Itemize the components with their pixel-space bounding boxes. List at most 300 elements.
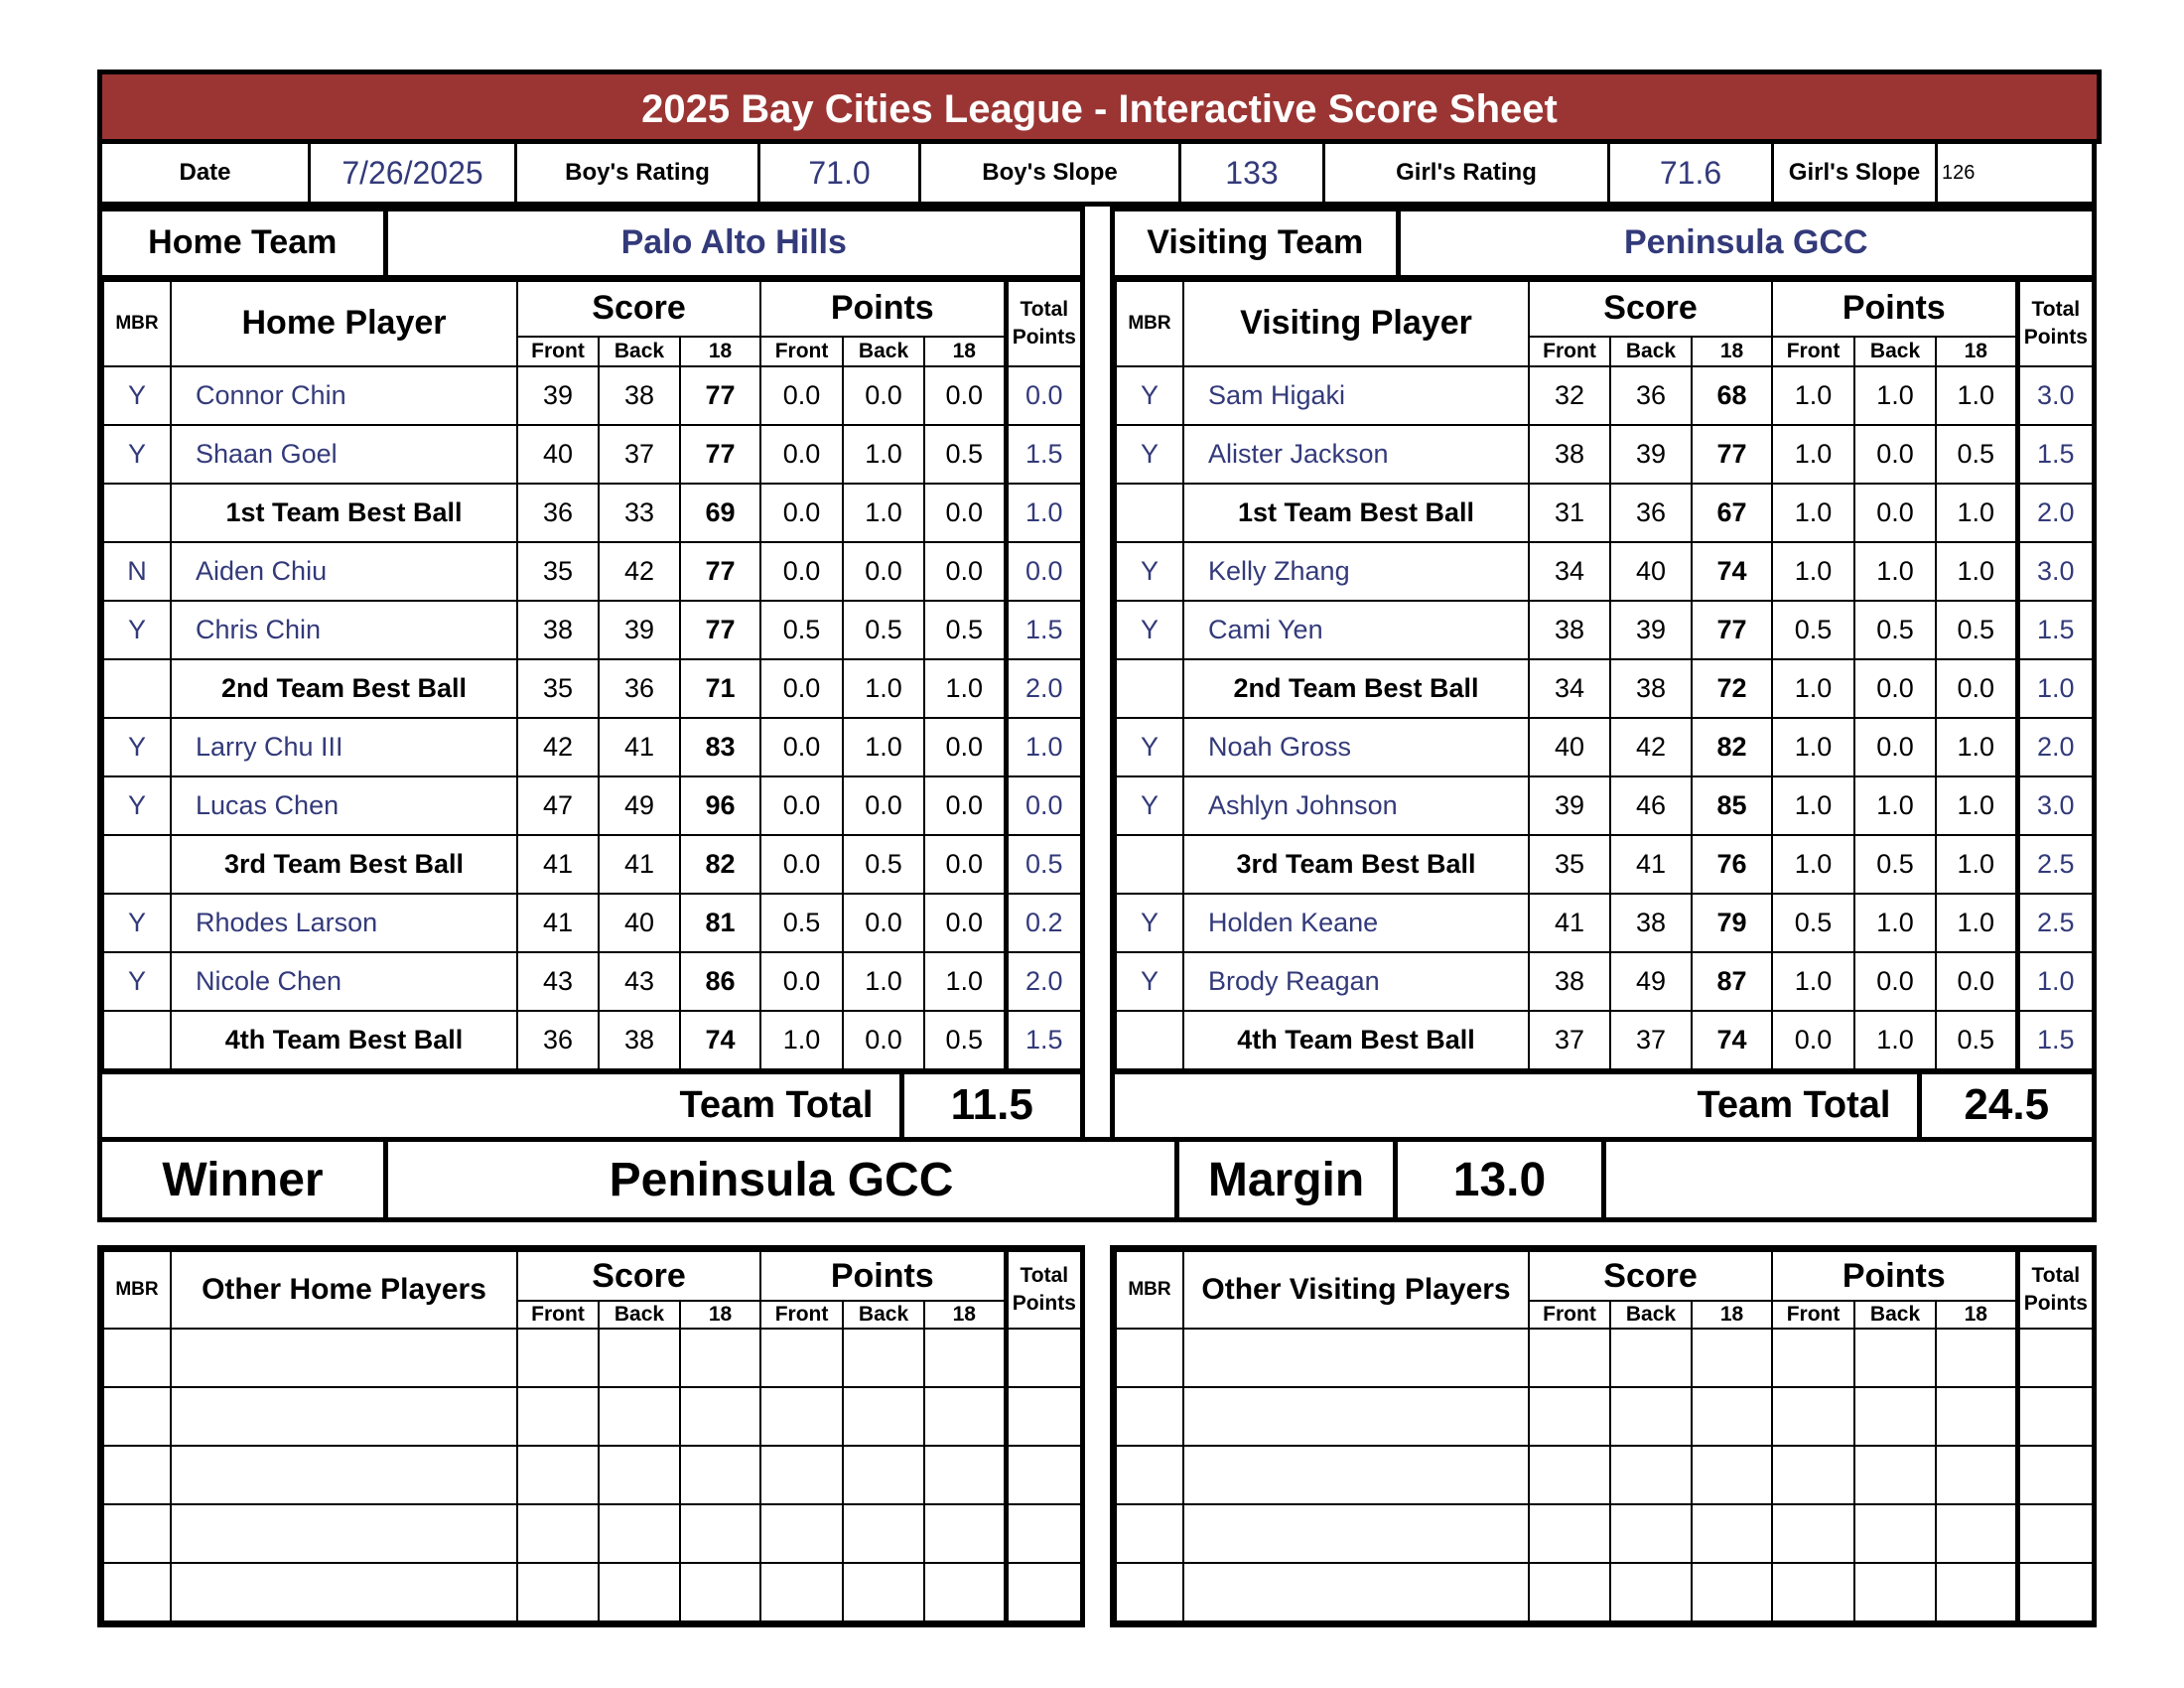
front-score[interactable]: 38 bbox=[1529, 952, 1610, 1011]
front-score[interactable]: 34 bbox=[1529, 542, 1610, 601]
home-team-name[interactable]: Palo Alto Hills bbox=[385, 211, 1080, 277]
front-score[interactable]: 38 bbox=[517, 601, 599, 659]
mbr-cell[interactable]: Y bbox=[1116, 952, 1183, 1011]
back-points: 0.0 bbox=[843, 542, 924, 601]
back-points: 0.0 bbox=[1854, 484, 1936, 542]
player-row bbox=[103, 366, 1081, 425]
player-name[interactable]: Rhodes Larson bbox=[171, 894, 517, 952]
mbr-cell[interactable] bbox=[103, 1011, 171, 1069]
eighteen-points: 0.5 bbox=[1936, 601, 2017, 659]
entry-cell[interactable] bbox=[1183, 1504, 1529, 1563]
entry-cell[interactable] bbox=[1854, 1446, 1936, 1504]
entry-cell[interactable] bbox=[1692, 1446, 1772, 1504]
back-score[interactable]: 46 bbox=[1610, 776, 1692, 835]
boys-rating-field[interactable]: 71.0 bbox=[760, 144, 921, 202]
front-score[interactable]: 32 bbox=[1529, 366, 1610, 425]
back-points: 0.0 bbox=[1854, 659, 1936, 718]
player-name[interactable]: Cami Yen bbox=[1183, 601, 1529, 659]
entry-cell[interactable] bbox=[760, 1329, 843, 1387]
entry-cell[interactable] bbox=[2017, 1387, 2093, 1446]
entry-cell[interactable] bbox=[517, 1504, 599, 1563]
player-row bbox=[1116, 718, 2093, 776]
back-points: 0.5 bbox=[1854, 835, 1936, 894]
entry-cell[interactable] bbox=[1772, 1446, 1854, 1504]
player-row bbox=[1116, 894, 2093, 952]
entry-cell[interactable] bbox=[1610, 1504, 1692, 1563]
front-header: Front bbox=[1772, 1301, 1854, 1329]
points-header: Points bbox=[760, 281, 1006, 337]
player-name[interactable]: Brody Reagan bbox=[1183, 952, 1529, 1011]
best-ball-label: 4th Team Best Ball bbox=[1183, 1011, 1529, 1069]
entry-cell[interactable] bbox=[680, 1446, 760, 1504]
mbr-cell[interactable]: Y bbox=[103, 425, 171, 484]
front-score[interactable]: 40 bbox=[1529, 718, 1610, 776]
back-score[interactable]: 40 bbox=[599, 894, 680, 952]
total-points: 2.0 bbox=[1006, 952, 1081, 1011]
total-score: 77 bbox=[1692, 425, 1772, 484]
back-score[interactable]: 42 bbox=[1610, 718, 1692, 776]
entry-cell[interactable] bbox=[1529, 1387, 1610, 1446]
front-score[interactable]: 31 bbox=[1529, 484, 1610, 542]
front-header: Front bbox=[760, 1301, 843, 1329]
total-points: 1.5 bbox=[2017, 601, 2093, 659]
entry-cell[interactable] bbox=[1936, 1504, 2017, 1563]
entry-cell[interactable] bbox=[1936, 1387, 2017, 1446]
player-row bbox=[1116, 952, 2093, 1011]
mbr-cell[interactable]: Y bbox=[103, 776, 171, 835]
front-points: 0.0 bbox=[760, 776, 843, 835]
total-points: 2.5 bbox=[2017, 835, 2093, 894]
mbr-cell[interactable] bbox=[103, 484, 171, 542]
entry-cell[interactable] bbox=[1692, 1563, 1772, 1621]
back-points: 0.0 bbox=[843, 776, 924, 835]
entry-cell[interactable] bbox=[924, 1446, 1006, 1504]
eighteen-points: 1.0 bbox=[1936, 366, 2017, 425]
visiting-team-name[interactable]: Peninsula GCC bbox=[1398, 211, 2092, 277]
entry-cell[interactable] bbox=[1610, 1563, 1692, 1621]
mbr-cell[interactable]: Y bbox=[1116, 366, 1183, 425]
eighteen-points: 1.0 bbox=[1936, 718, 2017, 776]
other-visiting-row bbox=[1116, 1563, 2093, 1621]
entry-cell[interactable] bbox=[1116, 1329, 1183, 1387]
mbr-cell[interactable]: Y bbox=[1116, 894, 1183, 952]
center-divider bbox=[1085, 207, 1110, 1142]
back-score[interactable]: 41 bbox=[599, 835, 680, 894]
back-points: 1.0 bbox=[843, 425, 924, 484]
back-score[interactable]: 41 bbox=[599, 718, 680, 776]
entry-cell[interactable] bbox=[1854, 1387, 1936, 1446]
eighteen-points: 0.5 bbox=[924, 425, 1006, 484]
front-points: 0.0 bbox=[760, 952, 843, 1011]
back-points: 1.0 bbox=[1854, 542, 1936, 601]
player-name[interactable]: Noah Gross bbox=[1183, 718, 1529, 776]
entry-cell[interactable] bbox=[924, 1563, 1006, 1621]
total-points-header: Total Points bbox=[1006, 281, 1081, 366]
entry-cell[interactable] bbox=[843, 1446, 924, 1504]
entry-cell[interactable] bbox=[171, 1446, 517, 1504]
entry-cell[interactable] bbox=[2017, 1563, 2093, 1621]
back-score[interactable]: 38 bbox=[599, 1011, 680, 1069]
visiting-team-section bbox=[1110, 207, 2097, 1142]
player-name[interactable]: Nicole Chen bbox=[171, 952, 517, 1011]
entry-cell[interactable] bbox=[1854, 1563, 1936, 1621]
front-points: 0.5 bbox=[1772, 601, 1854, 659]
player-name[interactable]: Holden Keane bbox=[1183, 894, 1529, 952]
entry-cell[interactable] bbox=[1006, 1329, 1081, 1387]
entry-cell[interactable] bbox=[843, 1329, 924, 1387]
player-name[interactable]: Ashlyn Johnson bbox=[1183, 776, 1529, 835]
eighteen-points: 0.5 bbox=[924, 601, 1006, 659]
entry-cell[interactable] bbox=[1116, 1504, 1183, 1563]
best-ball-label: 1st Team Best Ball bbox=[1183, 484, 1529, 542]
entry-cell[interactable] bbox=[843, 1563, 924, 1621]
other-visiting-row bbox=[1116, 1504, 2093, 1563]
total-score: 77 bbox=[680, 425, 760, 484]
entry-cell[interactable] bbox=[1936, 1329, 2017, 1387]
eighteen-points: 0.5 bbox=[924, 1011, 1006, 1069]
home-score-table bbox=[102, 280, 1082, 1070]
front-score[interactable]: 37 bbox=[1529, 1011, 1610, 1069]
home-team-label: Home Team bbox=[102, 211, 385, 277]
entry-cell[interactable] bbox=[1006, 1387, 1081, 1446]
total-score: 86 bbox=[680, 952, 760, 1011]
entry-cell[interactable] bbox=[1529, 1504, 1610, 1563]
entry-cell[interactable] bbox=[1183, 1446, 1529, 1504]
eighteen-header: 18 bbox=[1692, 1301, 1772, 1329]
front-score[interactable]: 39 bbox=[517, 366, 599, 425]
entry-cell[interactable] bbox=[760, 1563, 843, 1621]
front-score[interactable]: 43 bbox=[517, 952, 599, 1011]
back-score[interactable]: 43 bbox=[599, 952, 680, 1011]
other-home-players-header: Other Home Players bbox=[171, 1251, 517, 1329]
entry-cell[interactable] bbox=[2017, 1329, 2093, 1387]
mbr-cell[interactable]: Y bbox=[1116, 776, 1183, 835]
front-score[interactable]: 36 bbox=[517, 484, 599, 542]
entry-cell[interactable] bbox=[1936, 1563, 2017, 1621]
front-score[interactable]: 47 bbox=[517, 776, 599, 835]
front-score[interactable]: 35 bbox=[1529, 835, 1610, 894]
back-score[interactable]: 49 bbox=[1610, 952, 1692, 1011]
eighteen-points: 1.0 bbox=[1936, 894, 2017, 952]
boys-slope-field[interactable]: 133 bbox=[1181, 144, 1325, 202]
eighteen-header: 18 bbox=[1936, 337, 2017, 366]
front-points: 1.0 bbox=[1772, 835, 1854, 894]
best-ball-row bbox=[1116, 659, 2093, 718]
total-points: 2.0 bbox=[1006, 659, 1081, 718]
back-score[interactable]: 36 bbox=[1610, 484, 1692, 542]
back-points: 1.0 bbox=[843, 952, 924, 1011]
front-score[interactable]: 34 bbox=[1529, 659, 1610, 718]
mbr-cell[interactable] bbox=[103, 835, 171, 894]
girls-rating-label: Girl's Rating bbox=[1325, 144, 1610, 202]
total-points-header: Total Points bbox=[2017, 1251, 2093, 1329]
mbr-cell[interactable]: Y bbox=[1116, 718, 1183, 776]
visiting-player-header: Visiting Player bbox=[1183, 281, 1529, 366]
back-header: Back bbox=[599, 1301, 680, 1329]
date-field[interactable]: 7/26/2025 bbox=[311, 144, 517, 202]
entry-cell[interactable] bbox=[599, 1446, 680, 1504]
entry-cell[interactable] bbox=[760, 1446, 843, 1504]
entry-cell[interactable] bbox=[924, 1329, 1006, 1387]
entry-cell[interactable] bbox=[1006, 1563, 1081, 1621]
mbr-cell[interactable]: Y bbox=[103, 366, 171, 425]
best-ball-row bbox=[103, 1011, 1081, 1069]
player-name[interactable]: Alister Jackson bbox=[1183, 425, 1529, 484]
player-name[interactable]: Connor Chin bbox=[171, 366, 517, 425]
entry-cell[interactable] bbox=[1529, 1329, 1610, 1387]
entry-cell[interactable] bbox=[599, 1387, 680, 1446]
eighteen-points: 0.0 bbox=[1936, 952, 2017, 1011]
entry-cell[interactable] bbox=[1936, 1446, 2017, 1504]
front-points: 0.0 bbox=[1772, 1011, 1854, 1069]
total-points: 1.5 bbox=[2017, 1011, 2093, 1069]
player-row bbox=[103, 776, 1081, 835]
boys-rating-label: Boy's Rating bbox=[517, 144, 760, 202]
front-points: 0.0 bbox=[760, 484, 843, 542]
mbr-cell[interactable] bbox=[103, 659, 171, 718]
mbr-header: MBR bbox=[103, 281, 171, 366]
entry-cell[interactable] bbox=[1854, 1504, 1936, 1563]
total-points: 1.0 bbox=[1006, 484, 1081, 542]
other-visiting-players-header: Other Visiting Players bbox=[1183, 1251, 1529, 1329]
player-row bbox=[1116, 366, 2093, 425]
home-team-section bbox=[97, 207, 1085, 1142]
back-header: Back bbox=[599, 337, 680, 366]
other-home-row bbox=[103, 1387, 1081, 1446]
back-score[interactable]: 37 bbox=[599, 425, 680, 484]
entry-cell[interactable] bbox=[1529, 1563, 1610, 1621]
entry-cell[interactable] bbox=[680, 1329, 760, 1387]
front-header: Front bbox=[517, 1301, 599, 1329]
entry-cell[interactable] bbox=[1772, 1387, 1854, 1446]
back-score[interactable]: 49 bbox=[599, 776, 680, 835]
mbr-cell[interactable] bbox=[1116, 835, 1183, 894]
entry-cell[interactable] bbox=[1692, 1329, 1772, 1387]
player-name[interactable]: Sam Higaki bbox=[1183, 366, 1529, 425]
front-points: 1.0 bbox=[1772, 366, 1854, 425]
girls-slope-label: Girl's Slope bbox=[1774, 144, 1938, 202]
eighteen-points: 0.0 bbox=[1936, 659, 2017, 718]
entry-cell[interactable] bbox=[1116, 1387, 1183, 1446]
eighteen-header: 18 bbox=[924, 337, 1006, 366]
entry-cell[interactable] bbox=[1116, 1446, 1183, 1504]
back-score[interactable]: 42 bbox=[599, 542, 680, 601]
entry-cell[interactable] bbox=[103, 1387, 171, 1446]
mbr-cell[interactable]: N bbox=[103, 542, 171, 601]
eighteen-points: 0.0 bbox=[924, 835, 1006, 894]
mbr-cell[interactable]: Y bbox=[103, 894, 171, 952]
front-score[interactable]: 42 bbox=[517, 718, 599, 776]
girls-rating-field[interactable]: 71.6 bbox=[1610, 144, 1774, 202]
entry-cell[interactable] bbox=[171, 1329, 517, 1387]
back-points: 0.0 bbox=[1854, 718, 1936, 776]
entry-cell[interactable] bbox=[1772, 1329, 1854, 1387]
front-points: 1.0 bbox=[1772, 776, 1854, 835]
player-row bbox=[103, 718, 1081, 776]
entry-cell[interactable] bbox=[517, 1387, 599, 1446]
entry-cell[interactable] bbox=[680, 1387, 760, 1446]
mbr-cell[interactable]: Y bbox=[103, 952, 171, 1011]
back-points: 1.0 bbox=[1854, 1011, 1936, 1069]
total-points: 0.5 bbox=[1006, 835, 1081, 894]
front-points: 0.5 bbox=[760, 601, 843, 659]
entry-cell[interactable] bbox=[843, 1387, 924, 1446]
entry-cell[interactable] bbox=[924, 1504, 1006, 1563]
girls-slope-field[interactable]: 126 bbox=[1942, 161, 1976, 184]
mbr-cell[interactable]: Y bbox=[103, 718, 171, 776]
back-score[interactable]: 36 bbox=[1610, 366, 1692, 425]
back-score[interactable]: 36 bbox=[599, 659, 680, 718]
total-points: 3.0 bbox=[2017, 776, 2093, 835]
eighteen-points: 1.0 bbox=[1936, 484, 2017, 542]
back-points: 0.5 bbox=[843, 835, 924, 894]
back-score[interactable]: 41 bbox=[1610, 835, 1692, 894]
entry-cell[interactable] bbox=[599, 1329, 680, 1387]
back-score[interactable]: 38 bbox=[1610, 894, 1692, 952]
back-points: 0.0 bbox=[843, 894, 924, 952]
back-score[interactable]: 33 bbox=[599, 484, 680, 542]
back-score[interactable]: 40 bbox=[1610, 542, 1692, 601]
score-header: Score bbox=[1529, 281, 1772, 337]
date-label: Date bbox=[102, 144, 311, 202]
entry-cell[interactable] bbox=[171, 1387, 517, 1446]
mbr-cell[interactable] bbox=[1116, 1011, 1183, 1069]
back-score[interactable]: 39 bbox=[1610, 425, 1692, 484]
entry-cell[interactable] bbox=[103, 1563, 171, 1621]
front-score[interactable]: 41 bbox=[1529, 894, 1610, 952]
player-name[interactable]: Lucas Chen bbox=[171, 776, 517, 835]
entry-cell[interactable] bbox=[517, 1329, 599, 1387]
total-points: 3.0 bbox=[2017, 366, 2093, 425]
mbr-cell[interactable]: Y bbox=[103, 601, 171, 659]
entry-cell[interactable] bbox=[1610, 1329, 1692, 1387]
back-score[interactable]: 38 bbox=[1610, 659, 1692, 718]
entry-cell[interactable] bbox=[1692, 1504, 1772, 1563]
player-name[interactable]: Chris Chin bbox=[171, 601, 517, 659]
eighteen-points: 0.0 bbox=[924, 718, 1006, 776]
total-points: 1.0 bbox=[1006, 718, 1081, 776]
entry-cell[interactable] bbox=[1854, 1329, 1936, 1387]
entry-cell[interactable] bbox=[680, 1563, 760, 1621]
back-score[interactable]: 39 bbox=[599, 601, 680, 659]
entry-cell[interactable] bbox=[599, 1504, 680, 1563]
entry-cell[interactable] bbox=[1692, 1387, 1772, 1446]
mbr-cell[interactable]: Y bbox=[1116, 542, 1183, 601]
front-score[interactable]: 38 bbox=[1529, 425, 1610, 484]
player-row bbox=[1116, 601, 2093, 659]
entry-cell[interactable] bbox=[599, 1563, 680, 1621]
total-score: 81 bbox=[680, 894, 760, 952]
mbr-cell[interactable] bbox=[1116, 659, 1183, 718]
entry-cell[interactable] bbox=[517, 1446, 599, 1504]
entry-cell[interactable] bbox=[843, 1504, 924, 1563]
entry-cell[interactable] bbox=[1772, 1504, 1854, 1563]
result-bar bbox=[97, 1137, 2097, 1222]
mbr-cell[interactable] bbox=[1116, 484, 1183, 542]
best-ball-row bbox=[1116, 835, 2093, 894]
entry-cell[interactable] bbox=[760, 1387, 843, 1446]
total-points: 2.0 bbox=[2017, 484, 2093, 542]
front-score[interactable]: 39 bbox=[1529, 776, 1610, 835]
mbr-header: MBR bbox=[103, 1251, 171, 1329]
entry-cell[interactable] bbox=[1610, 1387, 1692, 1446]
front-points: 0.5 bbox=[1772, 894, 1854, 952]
eighteen-header: 18 bbox=[1692, 337, 1772, 366]
entry-cell[interactable] bbox=[1183, 1387, 1529, 1446]
entry-cell[interactable] bbox=[1006, 1504, 1081, 1563]
front-score[interactable]: 35 bbox=[517, 659, 599, 718]
front-score[interactable]: 36 bbox=[517, 1011, 599, 1069]
entry-cell[interactable] bbox=[103, 1329, 171, 1387]
front-score[interactable]: 40 bbox=[517, 425, 599, 484]
front-score[interactable]: 38 bbox=[1529, 601, 1610, 659]
total-points-header: Total Points bbox=[2017, 281, 2093, 366]
front-score[interactable]: 35 bbox=[517, 542, 599, 601]
entry-cell[interactable] bbox=[517, 1563, 599, 1621]
entry-cell[interactable] bbox=[1529, 1446, 1610, 1504]
total-points: 0.0 bbox=[1006, 542, 1081, 601]
entry-cell[interactable] bbox=[760, 1504, 843, 1563]
player-name[interactable]: Aiden Chiu bbox=[171, 542, 517, 601]
total-points-header: Total Points bbox=[1006, 1251, 1081, 1329]
mbr-cell[interactable]: Y bbox=[1116, 425, 1183, 484]
entry-cell[interactable] bbox=[2017, 1504, 2093, 1563]
points-header: Points bbox=[1772, 281, 2017, 337]
front-header: Front bbox=[1772, 337, 1854, 366]
front-points: 1.0 bbox=[1772, 484, 1854, 542]
mbr-cell[interactable]: Y bbox=[1116, 601, 1183, 659]
player-name[interactable]: Shaan Goel bbox=[171, 425, 517, 484]
other-visiting-row bbox=[1116, 1387, 2093, 1446]
total-score: 74 bbox=[680, 1011, 760, 1069]
entry-cell[interactable] bbox=[1772, 1563, 1854, 1621]
entry-cell[interactable] bbox=[924, 1387, 1006, 1446]
entry-cell[interactable] bbox=[103, 1446, 171, 1504]
back-score[interactable]: 37 bbox=[1610, 1011, 1692, 1069]
entry-cell[interactable] bbox=[1610, 1446, 1692, 1504]
back-points: 0.0 bbox=[1854, 952, 1936, 1011]
entry-cell[interactable] bbox=[1183, 1329, 1529, 1387]
entry-cell[interactable] bbox=[1116, 1563, 1183, 1621]
total-points: 1.0 bbox=[2017, 952, 2093, 1011]
entry-cell[interactable] bbox=[2017, 1446, 2093, 1504]
player-name[interactable]: Larry Chu III bbox=[171, 718, 517, 776]
entry-cell[interactable] bbox=[171, 1563, 517, 1621]
entry-cell[interactable] bbox=[680, 1504, 760, 1563]
total-score: 71 bbox=[680, 659, 760, 718]
entry-cell[interactable] bbox=[171, 1504, 517, 1563]
back-score[interactable]: 39 bbox=[1610, 601, 1692, 659]
front-score[interactable]: 41 bbox=[517, 894, 599, 952]
visiting-team-label: Visiting Team bbox=[1115, 211, 1398, 277]
back-score[interactable]: 38 bbox=[599, 366, 680, 425]
player-row bbox=[1116, 542, 2093, 601]
front-score[interactable]: 41 bbox=[517, 835, 599, 894]
best-ball-row bbox=[1116, 484, 2093, 542]
player-name[interactable]: Kelly Zhang bbox=[1183, 542, 1529, 601]
player-row bbox=[103, 952, 1081, 1011]
back-points: 0.0 bbox=[843, 366, 924, 425]
eighteen-points: 0.0 bbox=[924, 484, 1006, 542]
front-points: 0.5 bbox=[760, 894, 843, 952]
back-points: 0.0 bbox=[1854, 425, 1936, 484]
back-header: Back bbox=[843, 1301, 924, 1329]
best-ball-label: 1st Team Best Ball bbox=[171, 484, 517, 542]
entry-cell[interactable] bbox=[1183, 1563, 1529, 1621]
entry-cell[interactable] bbox=[103, 1504, 171, 1563]
entry-cell[interactable] bbox=[1006, 1446, 1081, 1504]
total-points: 0.2 bbox=[1006, 894, 1081, 952]
